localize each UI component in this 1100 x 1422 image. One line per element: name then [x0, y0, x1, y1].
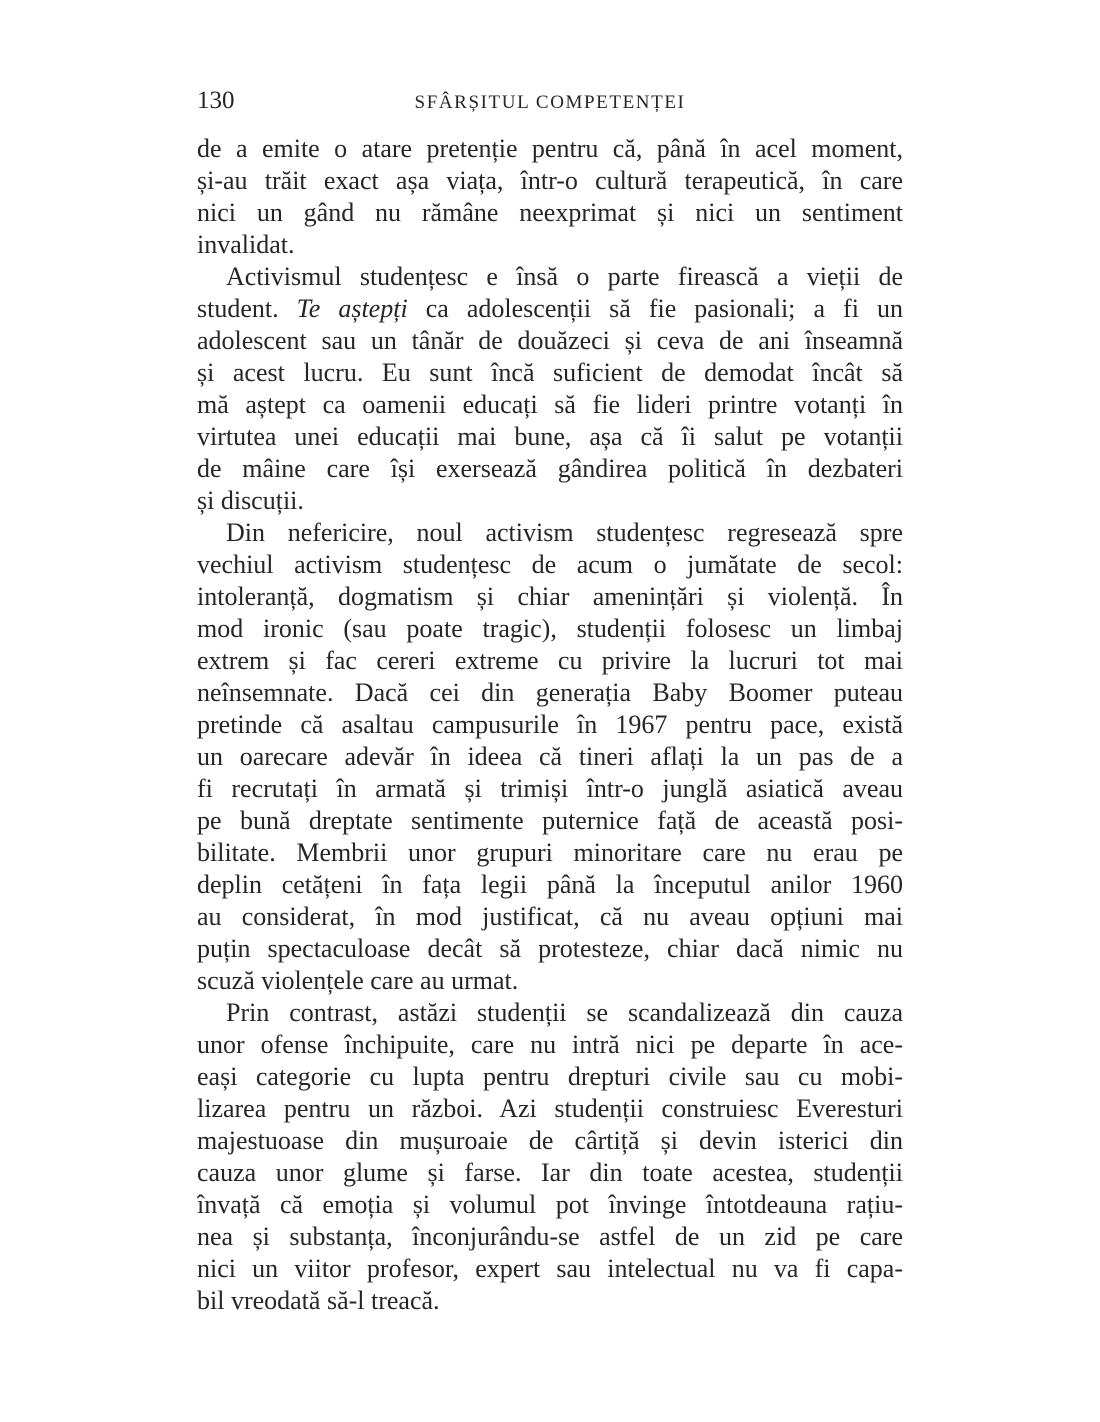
text-line [197, 293, 903, 325]
text-line [197, 709, 903, 741]
page-number: 130 [197, 87, 235, 114]
text-segment: de a emite o atare pretenție pentru că, până în acel moment, [197, 134, 903, 163]
text-segment: adolescent sau un tânăr de douăzeci și ceva de ani înseamnă [197, 326, 903, 355]
text-line [197, 1061, 903, 1093]
text-segment: de mâine care își exersează gândirea politică în dezbateri [197, 454, 903, 483]
text-line [197, 997, 903, 1029]
text-segment: mă aștept ca oamenii educați să fie lideri printre votanți în [197, 390, 903, 419]
text-segment: Prin contrast, astăzi studenții se scandalizează din cauza [226, 998, 903, 1027]
text-line [197, 453, 903, 485]
text-segment: student. [197, 294, 297, 323]
text-segment: vechiul activism studențesc de acum o jumătate de secol: [197, 550, 903, 579]
text-line [197, 1093, 903, 1125]
text-segment: pretinde că asaltau campusurile în 1967 pentru pace, există [197, 710, 903, 739]
text-line [197, 229, 903, 261]
text-line [197, 1125, 903, 1157]
text-line [197, 869, 903, 901]
text-line [197, 613, 903, 645]
text-segment: puțin spectaculoase decât să protesteze, chiar dacă nimic nu [197, 934, 903, 963]
text-segment: extrem și fac cereri extreme cu privire la lucruri tot mai [197, 646, 903, 675]
text-segment: unor ofense închipuite, care nu intră nici pe departe în ace- [197, 1030, 903, 1059]
text-segment: învață că emoția și volumul pot învinge întotdeauna rațiu- [197, 1190, 903, 1219]
text-segment: eași categorie cu lupta pentru drepturi civile sau cu mobi- [197, 1062, 903, 1091]
text-segment: virtutea unei educații mai bune, așa că îi salut pe votanții [197, 422, 903, 451]
text-segment: invalidat. [197, 230, 295, 259]
text-segment: nea și substanța, înconjurându-se astfel de un zid pe care [197, 1222, 903, 1251]
text-segment: majestuoase din mușuroaie de cârtiță și devin isterici din [197, 1126, 903, 1155]
text-segment: și-au trăit exact așa viața, într-o cultură terapeutică, în care [197, 166, 903, 195]
text-line [197, 133, 903, 165]
text-segment: au considerat, în mod justificat, că nu aveau opțiuni mai [197, 902, 903, 931]
text-segment: un oarecare adevăr în ideea că tineri aflați la un pas de a [197, 742, 903, 771]
text-segment: intoleranță, dogmatism și chiar amenințări și violență. În [197, 582, 903, 611]
text-segment: nici un gând nu rămâne neexprimat și nici un sentiment [197, 198, 903, 227]
page-header [197, 88, 903, 116]
text-segment: pe bună dreptate sentimente puternice față de această posi- [197, 806, 903, 835]
text-segment: bilitate. Membrii unor grupuri minoritare care nu erau pe [197, 838, 903, 867]
text-line [197, 357, 903, 389]
text-segment: fi recrutați în armată și trimiși într-o junglă asiatică aveau [197, 774, 903, 803]
text-line [197, 773, 903, 805]
text-line [197, 677, 903, 709]
text-segment: Activismul studențesc e însă o parte firească a vieții de [226, 262, 903, 291]
text-segment: lizarea pentru un război. Azi studenții construiesc Everesturi [197, 1094, 903, 1123]
text-line [197, 1189, 903, 1221]
text-line [197, 933, 903, 965]
text-line [197, 1029, 903, 1061]
text-line [197, 837, 903, 869]
text-line [197, 517, 903, 549]
text-segment: nici un viitor profesor, expert sau intelectual nu va fi capa- [197, 1254, 903, 1283]
running-title: SFÂRȘITUL COMPETENȚEI [414, 92, 686, 113]
text-segment: Din nefericire, noul activism studențesc regresează spre [226, 518, 903, 547]
text-segment: cauza unor glume și farse. Iar din toate acestea, studenții [197, 1158, 903, 1187]
text-line [197, 389, 903, 421]
text-segment: și discuții. [197, 486, 304, 515]
text-line [197, 261, 903, 293]
text-segment: neînsemnate. Dacă cei din generația Baby Boomer puteau [197, 678, 903, 707]
text-line [197, 421, 903, 453]
text-line [197, 581, 903, 613]
text-line [197, 1285, 903, 1317]
text-line [197, 965, 903, 997]
text-segment: bil vreodată să-l treacă. [197, 1286, 440, 1315]
text-segment: deplin cetățeni în fața legii până la începutul anilor 1960 [197, 870, 903, 899]
text-line [197, 645, 903, 677]
body-text [197, 133, 903, 1317]
text-line [197, 741, 903, 773]
text-segment: scuză violențele care au urmat. [197, 966, 519, 995]
text-line [197, 197, 903, 229]
italic-text-segment: Te aștepți [296, 294, 408, 323]
text-line [197, 901, 903, 933]
text-line [197, 1253, 903, 1285]
text-segment: mod ironic (sau poate tragic), studenții folosesc un limbaj [197, 614, 903, 643]
text-line [197, 549, 903, 581]
text-segment: ca adolescenții să fie pasionali; a fi un [407, 294, 903, 323]
text-line [197, 485, 903, 517]
text-line [197, 1157, 903, 1189]
text-line [197, 1221, 903, 1253]
text-line [197, 325, 903, 357]
text-segment: și acest lucru. Eu sunt încă suficient de demodat încât să [197, 358, 903, 387]
text-line [197, 805, 903, 837]
text-line [197, 165, 903, 197]
